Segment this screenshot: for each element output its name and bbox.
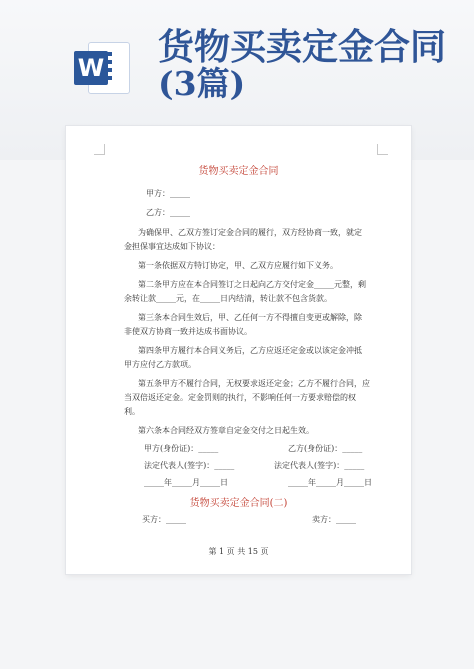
word-letter-badge: W <box>74 51 108 85</box>
document-page <box>66 126 411 574</box>
sign-party-b: 乙方(身份证)：_____ <box>288 444 363 453</box>
clause-2: 余转让款_____元，在_____日内结清，转让款不包含货款。 <box>124 294 332 303</box>
sign-party-a: 甲方(身份证)：_____ <box>144 444 219 453</box>
clause-6: 第六条本合同经双方签章自定金交付之日起生效。 <box>138 426 314 435</box>
page-number: 第 1 页 共 15 页 <box>208 547 269 556</box>
buyer-line: 买方：_____ <box>142 515 186 524</box>
clause-5: 当双倍返还定金。定金罚则的执行，不影响任何一方要求赔偿的权 <box>124 393 356 402</box>
crop-mark <box>377 144 388 155</box>
clause-5: 利。 <box>124 407 140 416</box>
sign-rep-b: 法定代表人(签字)：_____ <box>274 461 365 470</box>
clause-3: 第三条本合同生效后，甲、乙任何一方不得擅自变更或解除，除 <box>138 313 362 322</box>
seller-line: 卖方：_____ <box>312 515 356 524</box>
clause-1: 第一条依据双方特订协定，甲、乙双方应履行如下义务。 <box>138 261 338 270</box>
clause-3: 非使双方协商一致并达成书面协议。 <box>124 327 252 336</box>
clause-4: 甲方应付乙方款项。 <box>124 360 196 369</box>
clause-4: 第四条甲方履行本合同义务后，乙方应返还定金或以该定金冲抵 <box>138 346 362 355</box>
date-b: _____年_____月_____日 <box>288 478 372 487</box>
sign-rep-a: 法定代表人(签字)：_____ <box>144 461 235 470</box>
intro-text: 金担保事宜达成如下协议： <box>124 242 220 251</box>
clause-5: 第五条甲方不履行合同，无权要求返还定金；乙方不履行合同，应 <box>138 379 370 388</box>
page-title <box>158 28 458 102</box>
clause-2: 第二条甲方应在本合同签订之日起向乙方交付定金_____元整，剩 <box>138 280 366 289</box>
second-contract-title: 货物买卖定金合同(二) <box>189 498 288 509</box>
party-b-line: 乙方：_____ <box>146 208 190 217</box>
date-a: _____年_____月_____日 <box>144 478 228 487</box>
page-title-line1: 货物买卖定金合同 <box>158 26 447 68</box>
party-a-line: 甲方：_____ <box>146 189 190 198</box>
intro-text: 为确保甲、乙双方签订定金合同的履行，双方经协商一致，就定 <box>138 228 362 237</box>
crop-mark <box>94 144 105 155</box>
document-title: 货物买卖定金合同 <box>198 166 279 177</box>
word-icon <box>74 42 130 94</box>
page-title-line2: (3篇) <box>158 64 246 103</box>
